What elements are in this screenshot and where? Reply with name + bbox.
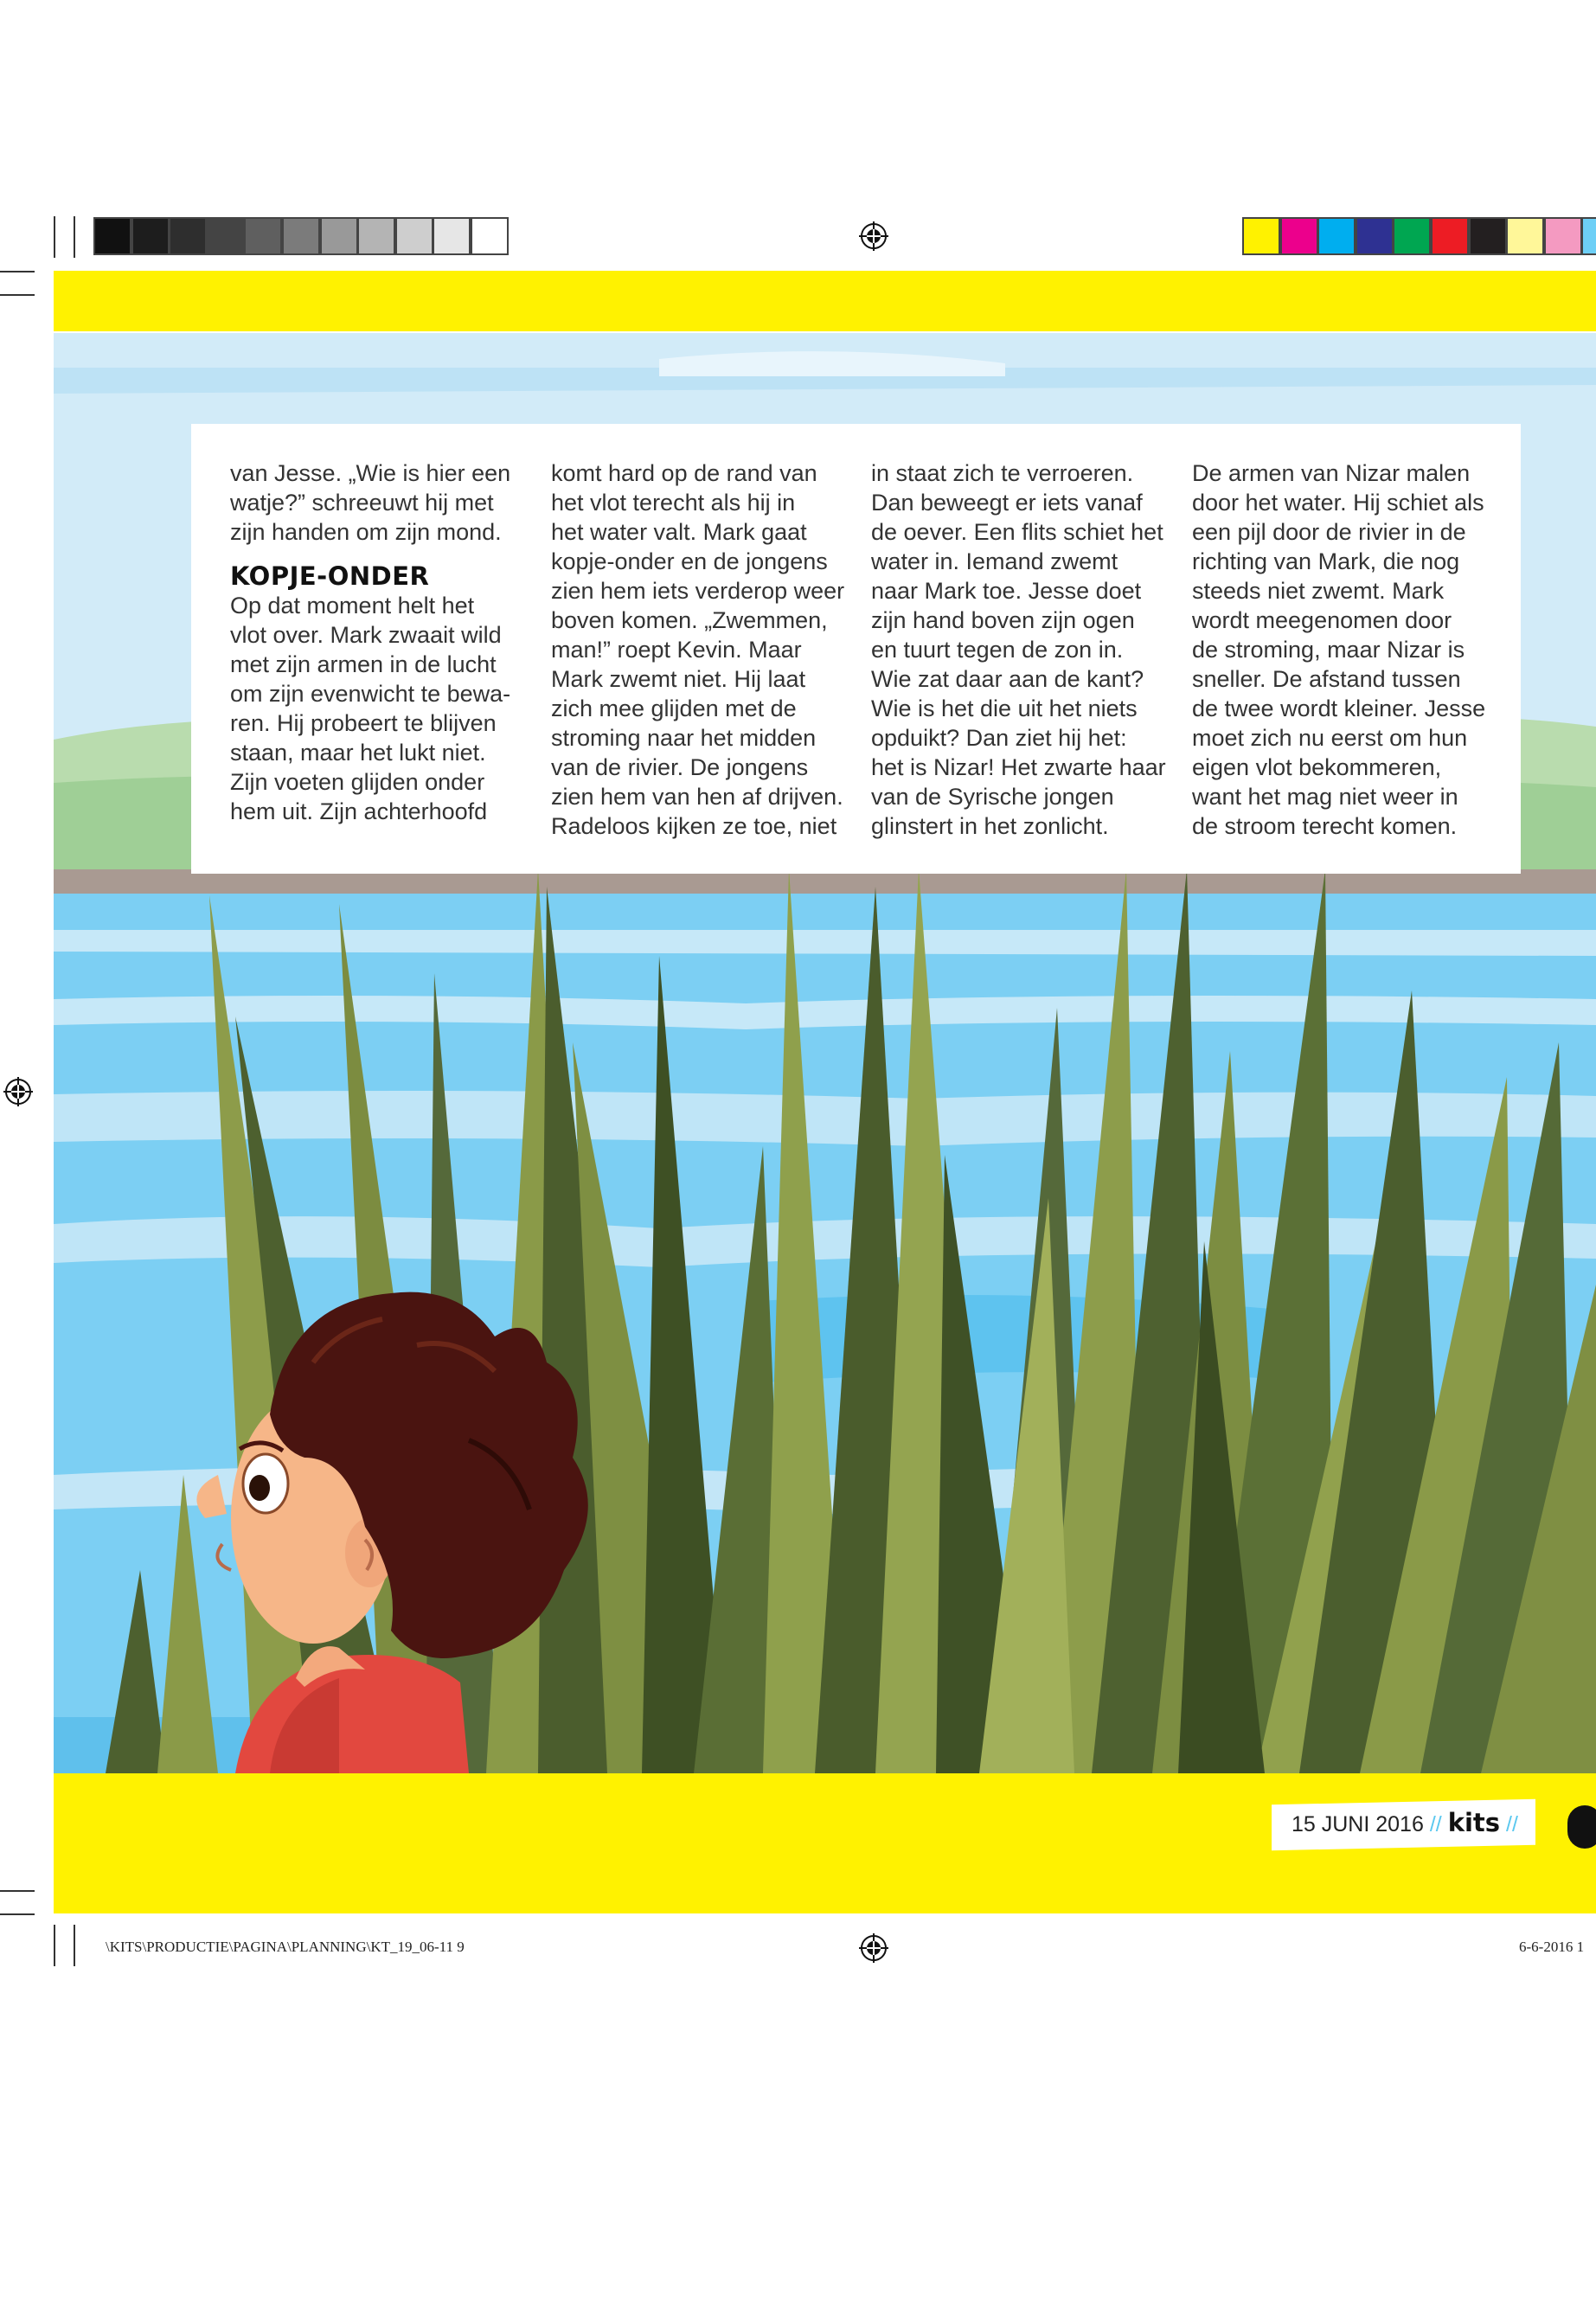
trim-mark (74, 216, 75, 258)
color-swatch (1393, 217, 1431, 255)
article-column-4 (1192, 458, 1503, 841)
color-swatch (1280, 217, 1318, 255)
article-paragraph: Op dat moment helt het vlot over. Mark zwaait wild met zijn armen in de lucht om zijn evenwicht te bewa- ren. Hij probeert te blijven staan, maar het lukt niet. Zijn voeten glijden onder hem uit. Zijn achterhoofd (230, 593, 511, 824)
footer-separator: // (1429, 1812, 1442, 1836)
gray-swatch (207, 217, 245, 255)
footer-separator: // (1506, 1812, 1518, 1836)
trim-mark (0, 1913, 35, 1915)
color-swatch (1317, 217, 1356, 255)
gray-swatch (320, 217, 358, 255)
footer-date-line (1292, 1808, 1518, 1837)
color-swatch (1581, 217, 1596, 255)
slug-line-left: \KITS\PRODUCTIE\PAGINA\PLANNING\KT_19_06-11 9 (106, 1939, 465, 1955)
trim-mark (54, 216, 55, 258)
gray-swatch (282, 217, 320, 255)
slug-line-right: 6-6-2016 1 (1519, 1939, 1585, 1955)
article-paragraph: in staat zich te verroeren. Dan beweegt er iets vanaf de oever. Een flits schiet het water in. Iemand zwemt naar Mark toe. Jesse doet zijn hand boven zijn ogen en tuurt tegen de zon in. Wie zat daar aan de kant? Wie is het die uit het niets opduikt? Dan ziet hij het: het is Nizar! Het zwarte haar van de Syrische jongen glinstert in het zonlicht. (871, 460, 1166, 839)
issue-date: 15 JUNI 2016 (1292, 1812, 1424, 1836)
color-swatch (1242, 217, 1280, 255)
article-column-3 (871, 458, 1183, 841)
trim-mark (0, 294, 35, 296)
article-column-2 (551, 458, 862, 841)
registration-mark-icon (859, 1933, 888, 1963)
color-swatch (1431, 217, 1469, 255)
gray-swatch (169, 217, 207, 255)
gray-swatch (93, 217, 131, 255)
gray-swatch (131, 217, 170, 255)
gray-swatch (357, 217, 395, 255)
gray-swatch (395, 217, 433, 255)
top-yellow-band (54, 271, 1596, 331)
brand-logo: kits (1447, 1808, 1501, 1837)
gray-swatch (244, 217, 282, 255)
trim-mark (74, 1925, 75, 1966)
color-swatch (1544, 217, 1582, 255)
trim-mark (54, 1925, 55, 1966)
page-number-badge (1567, 1805, 1596, 1849)
color-swatch (1469, 217, 1507, 255)
gray-swatch (433, 217, 471, 255)
registration-mark-icon (3, 1077, 33, 1106)
article-paragraph: van Jesse. „Wie is hier een watje?” schreeuwt hij met zijn handen om zijn mond. (230, 460, 511, 545)
trim-mark (0, 1890, 35, 1892)
article-paragraph: komt hard op de rand van het vlot terecht als hij in het water valt. Mark gaat kopje-onder en de jongens zien hem iets verderop weer boven komen. „Zwemmen, man!” roept Kevin. Maar Mark zwemt niet. Hij laat zich mee glijden met de stroming naar het midden van de rivier. De jongens zien hem van hen af drijven. Radeloos kijken ze toe, niet (551, 460, 845, 839)
registration-mark-icon (859, 221, 888, 251)
trim-mark (0, 271, 35, 272)
color-swatch (1356, 217, 1394, 255)
color-swatch (1506, 217, 1544, 255)
article-paragraph: De armen van Nizar malen door het water. Hij schiet als een pijl door de rivier in de richting van Mark, die nog steeds niet zwemt. Mark wordt meegenomen door de stroming, maar Nizar is sneller. De afstand tussen de twee wordt kleiner. Jesse moet zich nu eerst om hun eigen vlot bekommeren, want het mag niet weer in de stroom terecht komen. (1192, 460, 1486, 839)
section-heading: KOPJE-ONDER (230, 561, 430, 591)
article-column-1 (230, 458, 542, 826)
gray-swatch (471, 217, 509, 255)
